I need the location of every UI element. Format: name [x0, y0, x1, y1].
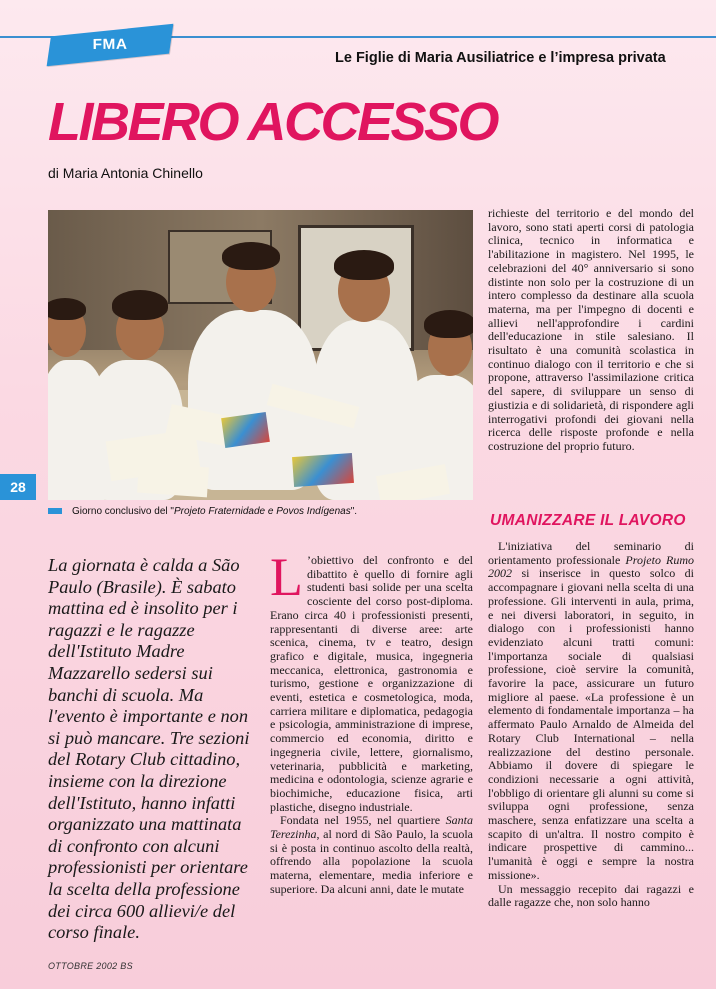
- drop-cap: L: [270, 547, 303, 607]
- column-3-paragraph-top: richieste del territorio e del mondo del lavoro, sono stati aperti corsi di patologia clinica, tecnico in informatica e l'abilitazione in magistero. Nel 1995, le celebrazioni del 40° anniversario si sono distinte non solo per la costruzione di un intero complesso da destinare alla scuola materna, ma per l'impegno di docenti e allievi nell'approfondire i cardini dell'educazione in stile salesiano. Il risultato è una comunità scolastica in continuo dialogo con il territorio e che si propone, attraverso l'assimilazione critica del sapere, di sviluppare un senso di giustizia e di solidarietà, di rispondere agli interrogativi profondi dei giovani nella ricerca delle risposte profonde e nella costruzione del proprio futuro.: [488, 206, 694, 453]
- column-2-paragraph-1: L ’obiettivo del confronto e del dibattito è quello di fornire agli studenti basi solide per una scelta cosciente del corso post-diploma. Erano circa 40 i professionisti presenti, rappresentanti di diverse aree: arte scenica, cinema, tv e teatro, design grafico e digitale, musica, ingegneria meccanica, elettronica, gastronomia e turismo, gestione e organizzazione di eventi, estetica e cosmetologica, moda, carriera militare e diplomatica, pedagogia e psicologia, amministrazione di imprese, commercio ed economia, diritto e ingegneria civile, lettere, giornalismo, veterinaria, pubblicità e marketing, medicina e odontologia, scienze agrarie e biochimiche, educazione fisica, arti plastiche, disegno industriale.: [270, 547, 473, 814]
- article-title: LIBERO ACCESSO: [48, 92, 498, 152]
- page-number: 28: [0, 474, 36, 500]
- column-3-paragraph-2: Un messaggio recepito dai ragazzi e dalle ragazze che, non solo hanno: [488, 881, 694, 910]
- intro-paragraph: La giornata è calda a São Paulo (Brasile). È sabato mattina ed è insolito per i ragazzi e le ragazze dell'Istituto Madre Mazzarello sedersi sui banchi di scuola. Ma l'evento è importante e non si può mancare. Tre sezioni del Rotary Club cittadino, insieme con la direzione dell'Istituto, hanno infatti organizzato una mattinata di confronto con alcuni professionisti per orientare la scelta della professione dei circa 600 allievi/e del corso finale.: [48, 555, 250, 943]
- column-3-paragraph-1: L'iniziativa del seminario di orientamento professionale Projeto Rumo 2002 si inserisce in questo solco di accompagnare i giovani nella scelta di una professione. Gli interventi in aula, prima, e nei diversi laboratori, in seguito, in dialogo con i professionisti hanno evidenziato alcuni tratti comuni: l'importanza sociale di qualsiasi professione, cioè servire la comunità, favorire la pace, assicurare un futuro migliore al paese. «La professione è un elemento di fondamentale importanza – ha affermato Paulo Arnaldo de Almeida del Rotary Club International – nella realizzazione del destino personale. Abbiamo il dovere di spiegare le condizioni necessarie a ogni attività, l'obbligo di orientare gli alunni su come si sviluppa ogni professione, senza maschere, senza enfatizzare una scelta a scapito di un'altra. Il nostro compito è indicare prospettive di cammino... l'umanità è oggi e sempre la nostra missione».: [488, 539, 695, 882]
- column-2-paragraph-2: Fondata nel 1955, nel quartiere Santa Terezinha, al nord di São Paulo, la scuola si è posta in continuo ascolto della realtà, offrendo alla popolazione la scuola materna, elementare, media inferiore e superiore. Da alcuni anni, date le mutate: [270, 813, 473, 896]
- section-heading: UMANIZZARE IL LAVORO: [490, 512, 686, 529]
- column-3-bottom: [488, 540, 694, 910]
- caption-marker: [48, 508, 62, 514]
- column-2: [270, 547, 473, 897]
- section-tag: [47, 24, 174, 66]
- running-title: Le Figlie di Maria Ausiliatrice e l’impresa privata: [335, 50, 666, 66]
- photo-caption: Giorno conclusivo del "Projeto Fraternidade e Povos Indígenas".: [48, 506, 357, 517]
- issue-footer: OTTOBRE 2002 BS: [48, 961, 133, 971]
- article-photo: [48, 210, 473, 500]
- column-3-top: [488, 207, 694, 454]
- section-tag-label: FMA: [92, 36, 128, 53]
- byline: di Maria Antonia Chinello: [48, 165, 203, 181]
